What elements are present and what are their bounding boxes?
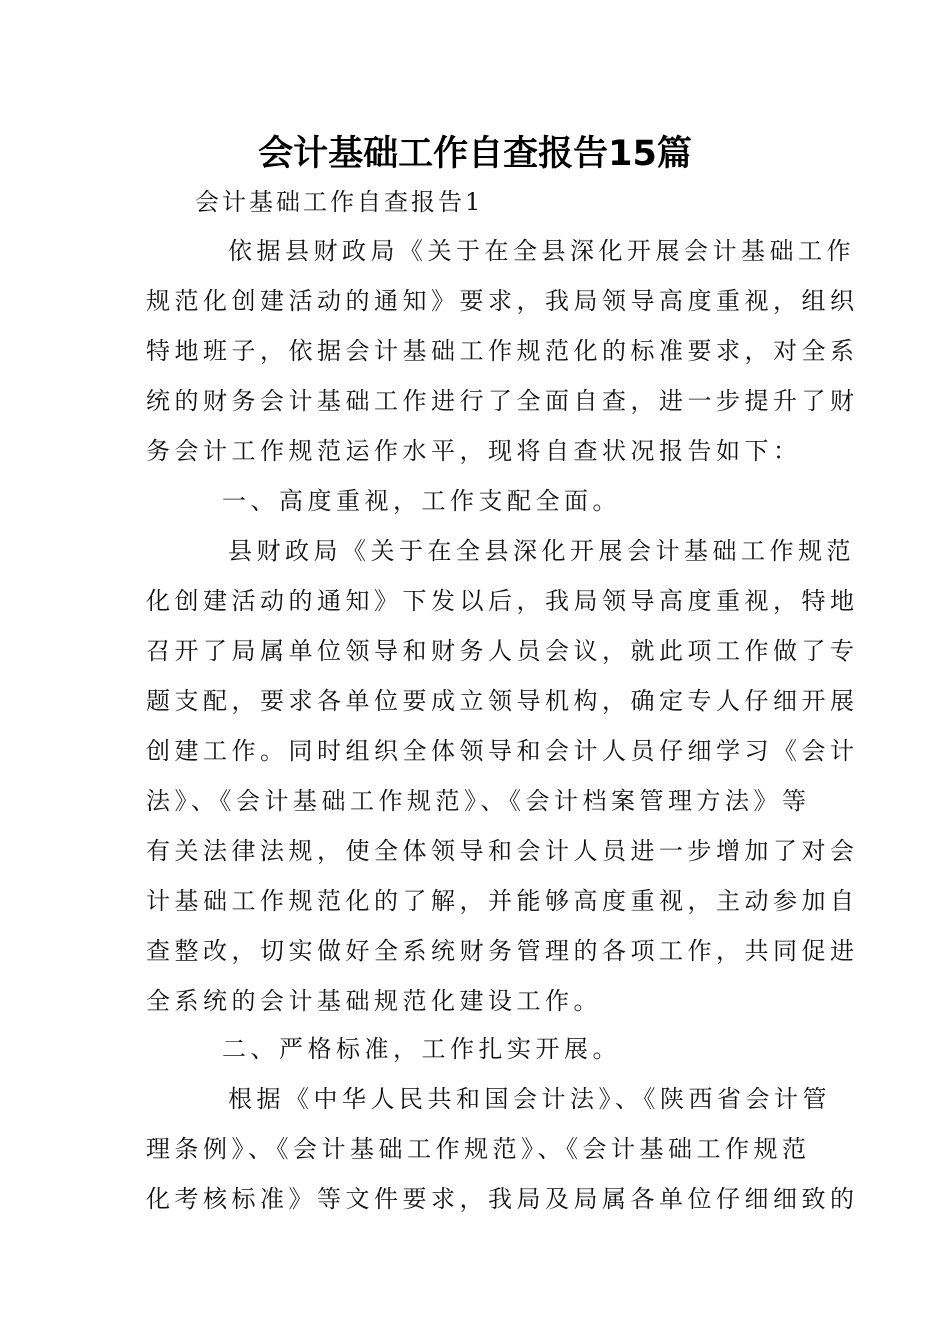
paragraph-line: 规范化创建活动的通知》要求，我局领导高度重视，组织 <box>146 287 859 315</box>
paragraph-line: 召开了局属单位领导和财务人员会议，就此项工作做了专 <box>146 637 859 665</box>
paragraph-line: 创建工作。同时组织全体领导和会计人员仔细学习《会计 <box>146 737 859 765</box>
paragraph-line: 统的财务会计基础工作进行了全面自查，进一步提升了财 <box>146 387 859 415</box>
document-title: 会计基础工作自查报告15篇 <box>258 134 692 174</box>
section-heading-1: 一、高度重视，工作支配全面。 <box>222 487 621 515</box>
paragraph-section-2 <box>146 1074 859 1224</box>
paragraph-line: 计基础工作规范化的了解，并能够高度重视，主动参加自 <box>146 887 859 915</box>
paragraph-line: 化考核标准》等文件要求，我局及局属各单位仔细细致的 <box>146 1185 859 1213</box>
paragraph-line: 务会计工作规范运作水平，现将自查状况报告如下： <box>146 437 802 465</box>
paragraph-line: 根据《中华人民共和国会计法》、《陕西省会计管 <box>228 1085 831 1113</box>
paragraph-line: 法》、《会计基础工作规范》、《会计档案管理方法》等 <box>146 787 811 815</box>
paragraph-line: 题支配，要求各单位要成立领导机构，确定专人仔细开展 <box>146 687 859 715</box>
paragraph-line: 特地班子，依据会计基础工作规范化的标准要求，对全系 <box>146 337 859 365</box>
paragraph-line: 县财政局《关于在全县深化开展会计基础工作规范 <box>228 537 855 565</box>
paragraph-line: 依据县财政局《关于在全县深化开展会计基础工作 <box>228 237 855 265</box>
paragraph-section-1 <box>146 526 859 1026</box>
document-subtitle: 会计基础工作自查报告1 <box>195 188 484 216</box>
paragraph-line: 化创建活动的通知》下发以后，我局领导高度重视，特地 <box>146 587 859 615</box>
paragraph-line: 有关法律法规，使全体领导和会计人员进一步增加了对会 <box>146 837 859 865</box>
paragraph-line: 全系统的会计基础规范化建设工作。 <box>146 987 602 1015</box>
section-heading-2: 二、严格标准，工作扎实开展。 <box>222 1035 621 1063</box>
paragraph-line: 查整改，切实做好全系统财务管理的各项工作，共同促进 <box>146 937 859 965</box>
paragraph-line: 理条例》、《会计基础工作规范》、《会计基础工作规范 <box>146 1135 811 1163</box>
paragraph-intro <box>146 226 859 476</box>
